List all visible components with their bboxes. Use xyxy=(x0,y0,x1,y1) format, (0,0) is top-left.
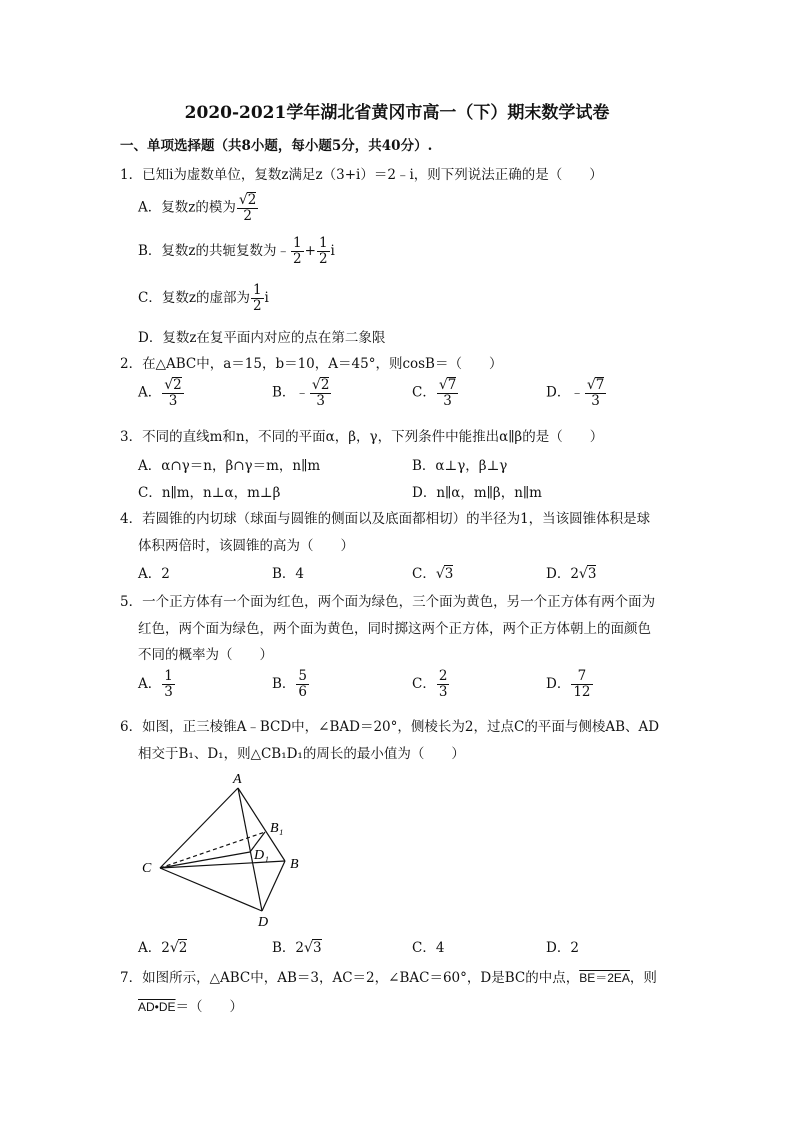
q2-option-d: D．﹣ $\frac{√7}{3}$ xyxy=(546,377,605,410)
q6-option-d: D．2 xyxy=(546,940,579,956)
q2-stem: 2．在△ABC中，a＝15，b＝10，A＝45°，则cosB＝（ ） xyxy=(120,356,503,372)
label-b1: B₁ xyxy=(270,821,284,836)
edge-bd xyxy=(262,861,285,911)
edge-cd xyxy=(160,868,262,911)
q2-option-b: B．﹣ $\frac{√2}{3}$ xyxy=(272,377,330,410)
q6-option-b: B．2√3 xyxy=(272,940,322,956)
q4-option-d: D．2√3 xyxy=(546,566,597,582)
label-a: A xyxy=(233,772,242,787)
label-b: B xyxy=(290,857,299,872)
q2-option-a: A． $\frac{√2}{3}$ xyxy=(138,377,182,410)
label-c: C xyxy=(142,861,152,876)
q3-option-d: D．n∥α，m∥β，n∥m xyxy=(412,485,542,501)
q5-line3: 不同的概率为（ ） xyxy=(138,647,273,663)
q3-option-a: A．α∩γ＝n，β∩γ＝m，n∥m xyxy=(138,458,321,474)
q4-line2: 体积两倍时，该圆锥的高为（ ） xyxy=(138,538,354,554)
q7-line2: AD•DE＝（ ） xyxy=(138,999,244,1015)
section-heading: 一、单项选择题（共8小题，每小题5分，共40分）. xyxy=(120,138,433,154)
q1-option-a: A．复数z的模为 $\frac{√2}{2}$ xyxy=(138,192,257,225)
q6-line2: 相交于B₁、D₁，则△CB₁D₁的周长的最小值为（ ） xyxy=(138,746,465,762)
q3-stem: 3．不同的直线m和n，不同的平面α，β，γ，下列条件中能推出α∥β的是（ ） xyxy=(120,429,604,445)
q1-option-b: B．复数z的共轭复数为﹣ $\frac{1}{2}$ + $\frac{1}{2}$ i xyxy=(138,235,335,267)
pyramid-figure xyxy=(130,768,320,933)
q7-vector-ad-de: AD•DE xyxy=(138,1000,176,1014)
q3-option-b: B．α⊥γ，β⊥γ xyxy=(412,458,508,474)
q2-option-c: C． $\frac{√7}{3}$ xyxy=(412,377,457,410)
page-title: 2020-2021学年湖北省黄冈市高一（下）期末数学试卷 xyxy=(184,103,610,123)
q6-line1: 6．如图，正三棱锥A﹣BCD中，∠BAD＝20°，侧棱长为2，过点C的平面与侧棱AB、AD xyxy=(120,719,660,735)
q5-option-d: D． $\frac{7}{12}$ xyxy=(546,668,591,700)
label-d1: D₁ xyxy=(254,848,269,863)
q4-option-c: C．√3 xyxy=(412,566,454,582)
q6-option-a: A．2√2 xyxy=(138,940,188,956)
q4-option-a: A．2 xyxy=(138,566,170,582)
q5-option-c: C． $\frac{2}{3}$ xyxy=(412,668,448,700)
q1-stem: 1．已知i为虚数单位，复数z满足z（3+i）＝2﹣i，则下列说法正确的是（ ） xyxy=(120,167,603,183)
q5-line2: 红色，两个面为绿色，两个面为黄色，同时掷这两个正方体，两个正方体朝上的面颜色 xyxy=(138,621,651,637)
q5-line1: 5．一个正方体有一个面为红色，两个面为绿色，三个面为黄色，另一个正方体有两个面为 xyxy=(120,594,656,610)
q4-line1: 4．若圆锥的内切球（球面与圆锥的侧面以及底面都相切）的半径为1，当该圆锥体积是球 xyxy=(120,511,651,527)
q5-option-b: B． $\frac{5}{6}$ xyxy=(272,668,308,700)
q6-option-c: C．4 xyxy=(412,940,445,956)
q5-option-a: A． $\frac{1}{3}$ xyxy=(138,668,173,700)
q7-vector-be-ea: BE＝2EA xyxy=(579,971,630,985)
q1-option-c: C．复数z的虚部为 $\frac{1}{2}$ i xyxy=(138,282,269,314)
q4-option-b: B．4 xyxy=(272,566,305,582)
label-d: D xyxy=(258,915,269,930)
q1-option-d: D．复数z在复平面内对应的点在第二象限 xyxy=(138,330,386,346)
q7-line1: 7．如图所示，△ABC中，AB＝3，AC＝2，∠BAC＝60°，D是BC的中点，BE＝2EA，则 xyxy=(120,970,657,986)
q3-option-c: C．n∥m，n⊥α，m⊥β xyxy=(138,485,281,501)
